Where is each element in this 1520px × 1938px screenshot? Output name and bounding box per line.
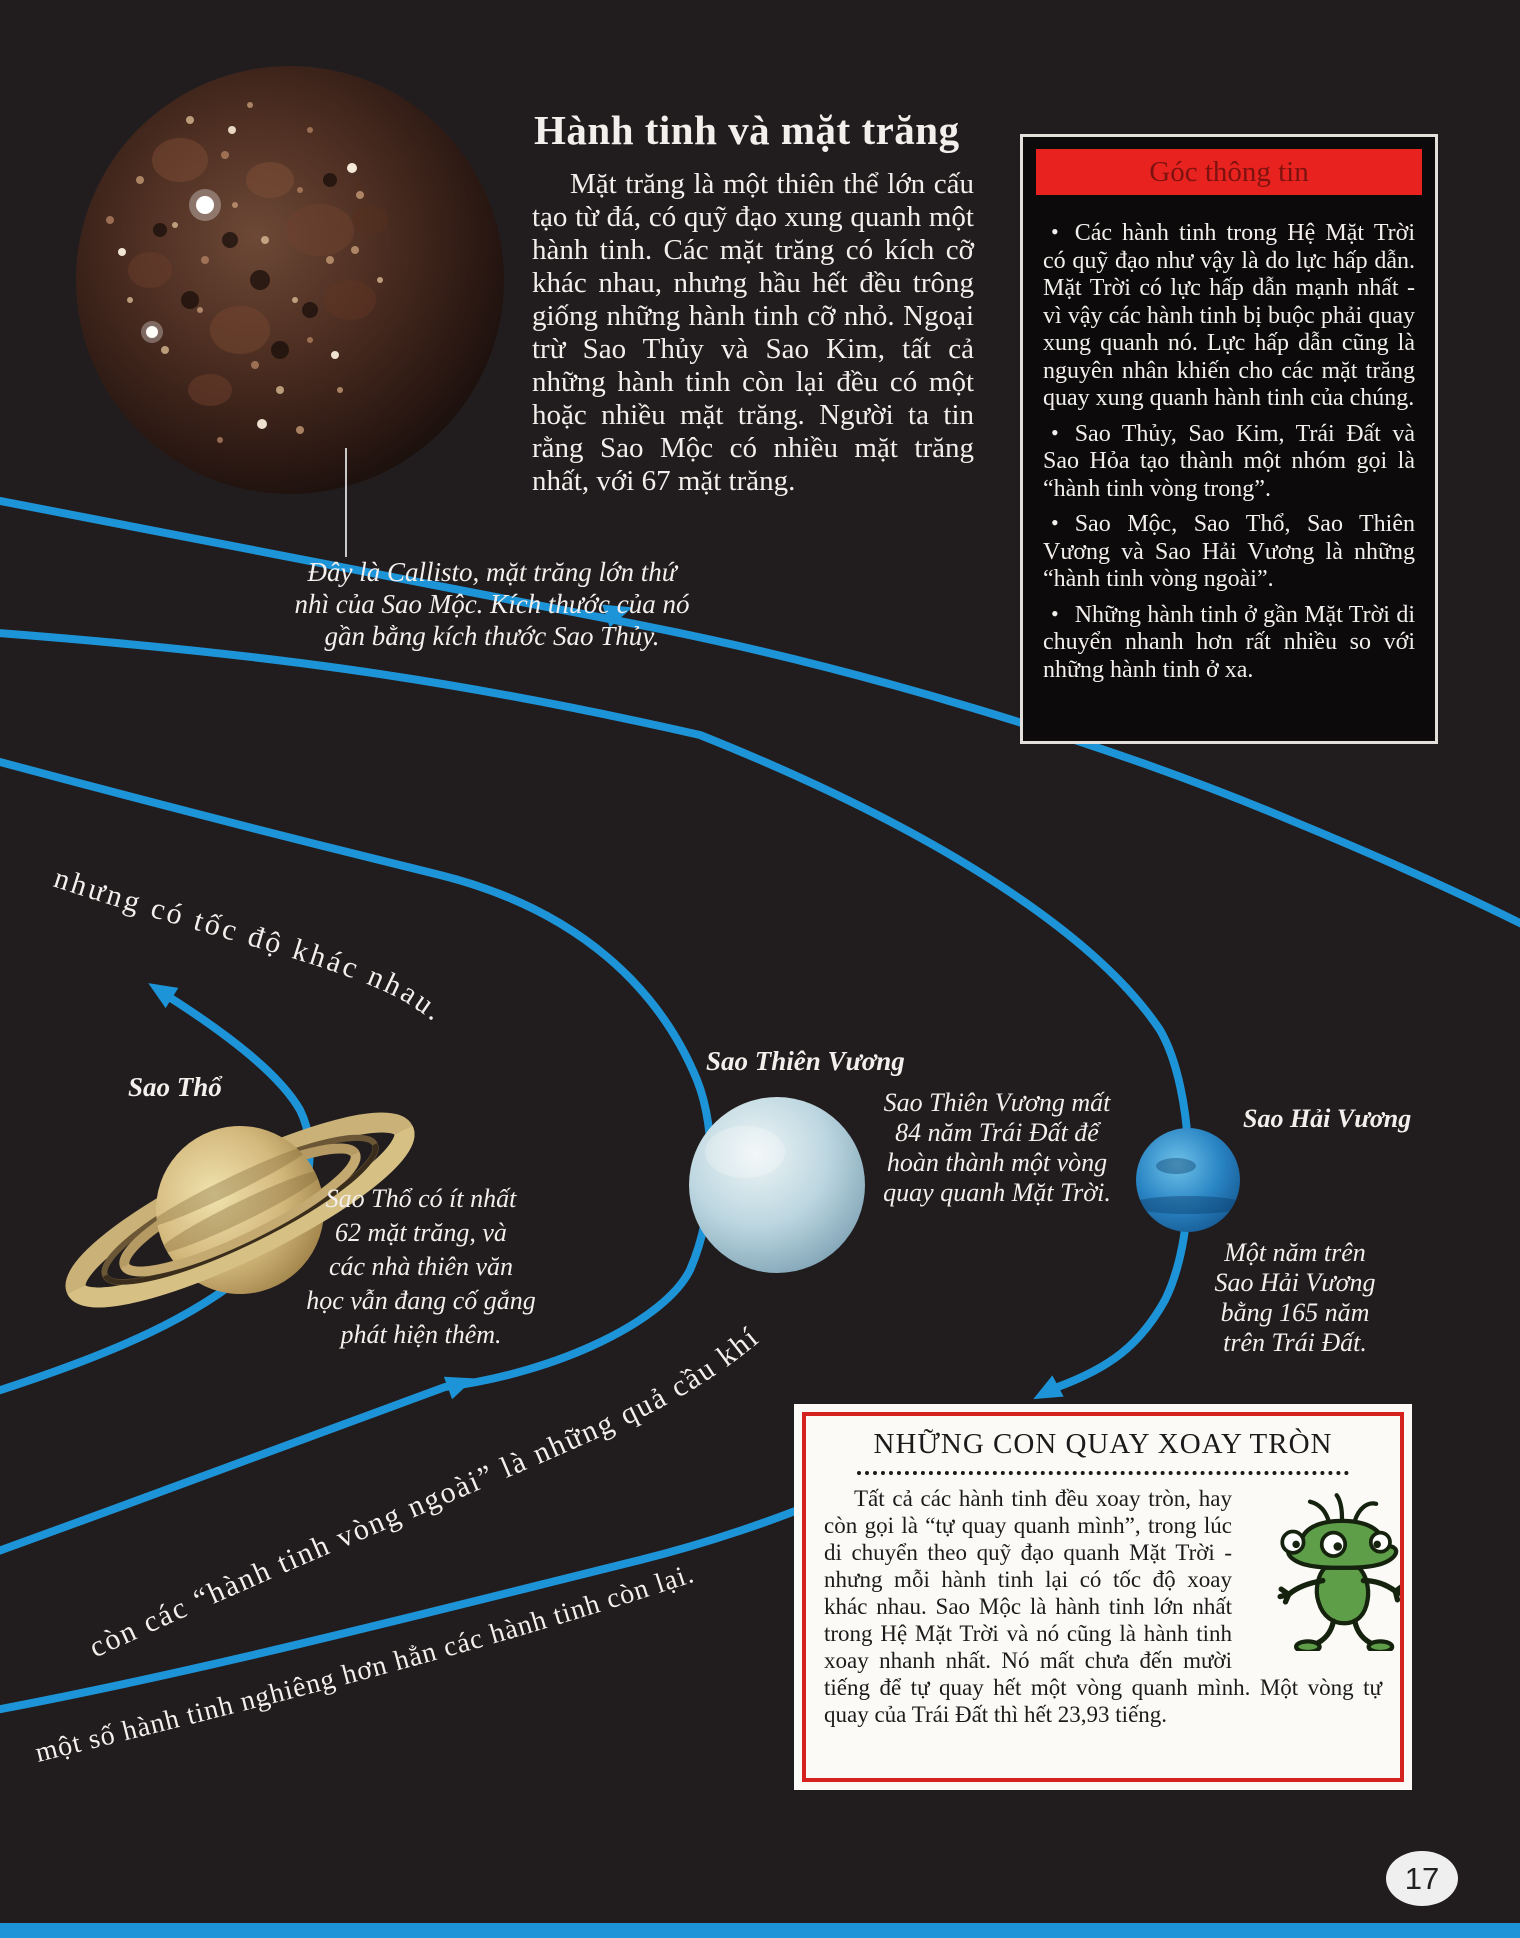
uranus-caption [860,1088,1134,1208]
info-bullet: • Các hành tinh trong Hệ Mặt Trời có quỹ đạo như vậy là do lực hấp dẫn. Mặt Trời có lực hấp dẫn mạnh nhất - vì vậy các hành tinh bị buộc phải quay xung quanh nó. Lực hấp dẫn cũng là nguyên nhân khiến cho các mặt trăng quay xung quanh hành tinh của chúng. [1043,219,1415,413]
page-number-badge: 17 [1386,1851,1458,1906]
uranus-caption-line: hoàn thành một vòng [886,1148,1108,1177]
neptune-image [1130,1128,1246,1232]
info-box [1020,134,1438,744]
info-box-header: Góc thông tin [1036,149,1422,195]
spin-box-divider [857,1471,1348,1475]
neptune-caption-line: trên Trái Đất. [1223,1328,1367,1357]
callisto-caption-line: nhì của Sao Mộc. Kích thước của nó [294,589,690,619]
neptune-caption-line: Một năm trên [1224,1238,1366,1267]
intro-paragraph: Mặt trăng là một thiên thể lớn cấu tạo từ đá, có quỹ đạo xung quanh một hành tinh. Các mặt trăng có kích cỡ khác nhau, nhưng hầu hết đều trông giống những hành tinh cỡ nhỏ. Ngoại trừ Sao Thủy và Sao Kim, tất cả những hành tinh còn lại đều có một hoặc nhiều mặt trăng. Người ta tin rằng Sao Mộc có nhiều mặt trăng nhất, với 67 mặt trăng. [532,168,974,497]
footer-bar [0,1923,1520,1938]
page-title: Hành tinh và mặt trăng [534,107,960,153]
uranus-caption-line: quay quanh Mặt Trời. [883,1178,1111,1207]
alien-cartoon [1242,1491,1382,1651]
spin-box-body [824,1485,1382,1728]
saturn-caption-line: học vẫn đang cố gắng [306,1286,536,1315]
spin-box-frame [802,1412,1404,1782]
neptune-caption-line: bằng 165 năm [1220,1298,1370,1327]
curved-text-speed-label: nhưng có tốc độ khác nhau. [49,861,452,1029]
saturn-caption-line: các nhà thiên văn [328,1252,514,1281]
saturn-caption-line: phát hiện thêm. [340,1320,502,1349]
uranus-caption-line: 84 năm Trái Đất để [895,1118,1099,1147]
saturn-caption [282,1182,560,1352]
spin-box-title: NHỮNG CON QUAY XOAY TRÒN [873,1428,1333,1460]
neptune-caption [1160,1238,1430,1358]
spin-box-text: Tất cả các hành tinh đều xoay tròn, hay còn gọi là “tự quay quanh mình”, trong lúc di chuyển theo quỹ đạo quanh Mặt Trời - nhưng mỗi hành tinh lại có tốc độ xoay khác nhau. Sao Mộc là hành tinh lớn nhất trong Hệ Mặt Trời và nó cũng là hành tinh xoay nhanh nhất. Nó mất chưa đến mười tiếng để tự quay hết một vòng quanh mình. Một vòng tự quay của Trái Đất thì hết 23,93 tiếng. [824,1486,1382,1727]
orbit-arc-inner [0,1488,850,1712]
alien-icon [1272,1491,1404,1651]
spin-box [794,1404,1412,1790]
neptune-caption-line: Sao Hải Vương [1214,1268,1376,1297]
callisto-caption-line: Đây là Callisto, mặt trăng lớn thứ [307,557,677,587]
info-bullet: • Những hành tinh ở gần Mặt Trời di chuyển nhanh hơn rất nhiều so với những hành tinh ở xa. [1043,601,1415,685]
callisto-image [76,66,504,494]
curved-text-tilt [32,1558,698,1769]
info-bullet: • Sao Thủy, Sao Kim, Trái Đất và Sao Hỏa tạo thành một nhóm gọi là “hành tinh vòng trong”. [1043,420,1415,504]
curved-text-tilt-label: một số hành tinh nghiêng hơn hẳn các hành tinh còn lại. [32,1558,699,1769]
neptune-label: Sao Hải Vương [1243,1104,1412,1133]
uranus-label: Sao Thiên Vương [706,1046,905,1076]
info-box-bullets [1023,195,1435,684]
saturn-caption-line: Sao Thổ có ít nhất [325,1184,517,1213]
uranus-caption-line: Sao Thiên Vương mất [883,1088,1111,1117]
callisto-caption-line: gần bằng kích thước Sao Thủy. [324,621,660,651]
curved-text-speed [50,861,452,1028]
saturn-label: Sao Thổ [128,1072,222,1102]
callisto-caption [292,556,692,652]
uranus-image [689,1097,865,1273]
curved-text-gas-label: còn các “hành tinh vòng ngoài” là những quả cầu khí [84,1320,766,1665]
saturn-caption-line: 62 mặt trăng, và [335,1218,507,1247]
info-bullet: • Sao Mộc, Sao Thổ, Sao Thiên Vương và Sao Hải Vương là những “hành tinh vòng ngoài”. [1043,510,1415,594]
